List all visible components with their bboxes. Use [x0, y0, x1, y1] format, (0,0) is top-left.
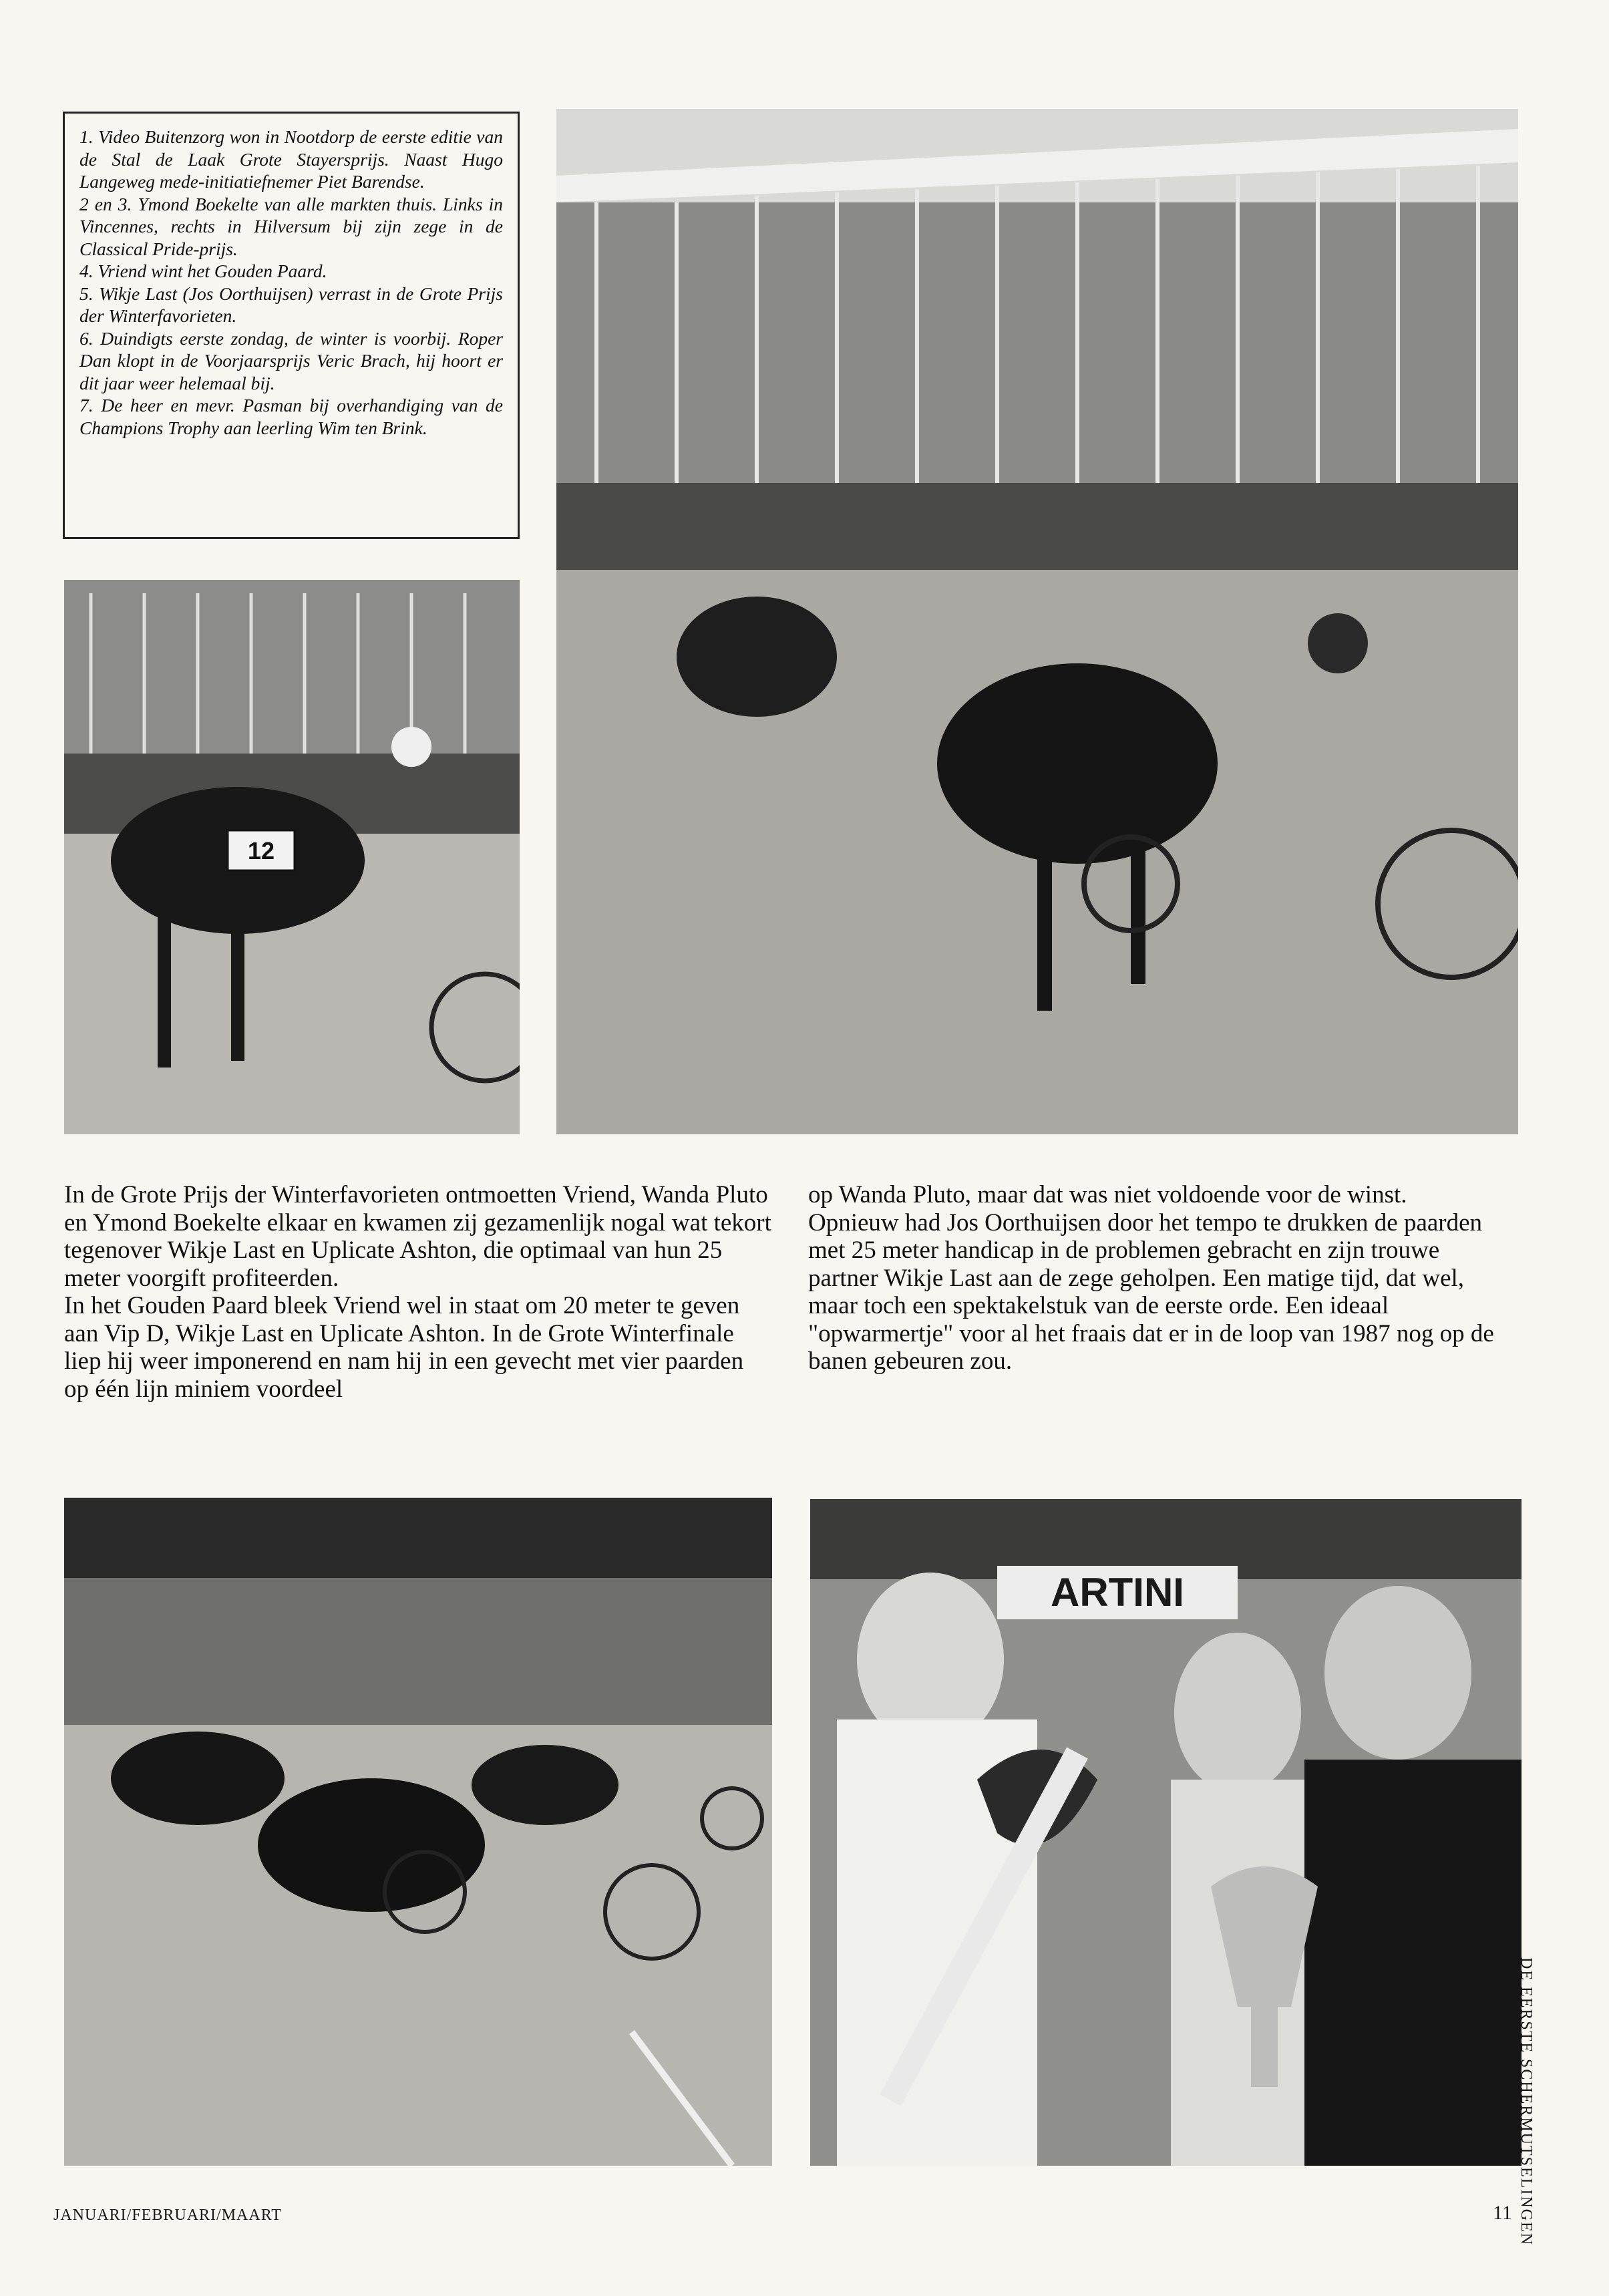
photo-captions — [63, 112, 520, 539]
page-number: 11 — [1493, 2202, 1512, 2224]
article-paragraph: op Wanda Pluto, maar dat was niet voldoende voor de winst. Opnieuw had Jos Oorthuijsen door het tempo te drukken de paarden met 25 meter handicap in de problemen gebracht en zijn trouwe partner Wikje Last aan de zege geholpen. Een matige tijd, dat wel, maar toch een spektakelstuk van de eerste orde. Een ideaal "opwarmertje" voor al het fraais dat er in de loop van 1987 nog op de banen gebeuren zou. — [808, 1181, 1494, 1375]
article-column-1 — [64, 1181, 772, 1403]
caption-1: 1. Video Buitenzorg won in Nootdorp de eerste editie van de Stal de Laak Grote Stayersprijs. Naast Hugo Langeweg mede-initiatiefnemer Piet Barendse. — [79, 126, 503, 192]
caption-5: 6. Duindigts eerste zondag, de winter is voorbij. Roper Dan klopt in de Voorjaarsprijs Veric Brach, hij hoort er dit jaar weer helemaal bij. — [79, 327, 503, 393]
caption-6: 7. De heer en mevr. Pasman bij overhandiging van de Champions Trophy aan leerling Wim ten Brink. — [79, 395, 503, 438]
issue-months: JANUARI/FEBRUARI/MAART — [53, 2206, 282, 2224]
section-title-vertical: DE EERSTE SCHERMUTSELINGEN — [1517, 1957, 1535, 2246]
photo-race-grandstand — [556, 109, 1518, 1134]
caption-3: 4. Vriend wint het Gouden Paard. — [79, 261, 327, 281]
banner-text: ARTINI — [1051, 1570, 1184, 1615]
article-column-2 — [808, 1181, 1496, 1375]
photo-race-field — [64, 1498, 772, 2166]
sulky-number: 12 — [247, 837, 275, 864]
caption-2: 2 en 3. Ymond Boekelte van alle markten thuis. Links in Vincennes, rechts in Hilversum bij zijn zege in de Classical Pride-prijs. — [79, 193, 503, 259]
caption-4: 5. Wikje Last (Jos Oorthuijsen) verrast in de Grote Prijs der Winterfavorieten. — [79, 283, 503, 326]
photo-trophy-presentation — [810, 1499, 1522, 2166]
article-paragraph: In het Gouden Paard bleek Vriend wel in staat om 20 meter te geven aan Vip D, Wikje Last en Uplicate Ashton. In de Grote Winterfinale liep hij weer imponerend en nam hij in een gevecht met vier paarden op één lijn miniem voordeel — [64, 1292, 744, 1403]
article-paragraph: In de Grote Prijs der Winterfavorieten ontmoetten Vriend, Wanda Pluto en Ymond Boekelte elkaar en kwamen zij gezamenlijk nogal wat tekort tegenover Wikje Last en Uplicate Ashton, die optimaal van hun 25 meter voorgift profiteerden. — [64, 1181, 771, 1292]
photo-trotter-sulky — [64, 580, 520, 1134]
